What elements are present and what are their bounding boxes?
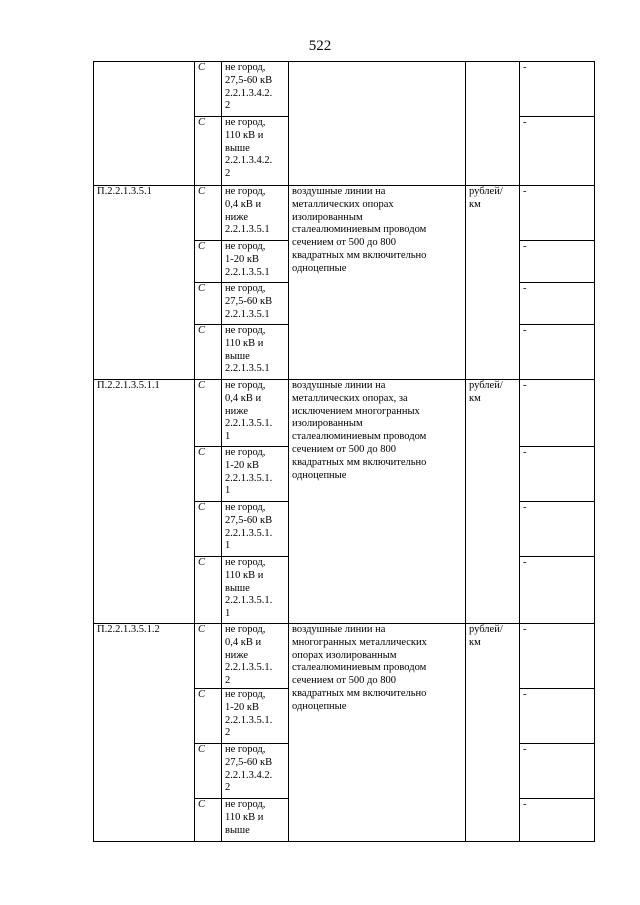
item-description [289, 624, 466, 842]
voltage-cell [222, 502, 289, 557]
voltage-line: не город, [225, 241, 266, 252]
voltage-line: не город, [225, 798, 266, 810]
voltage-line: 0,4 кВ и [225, 198, 262, 210]
voltage-cell [222, 186, 289, 241]
voltage-line: 2 [225, 168, 231, 180]
item-code: П.2.2.1.3.5.1.1 [94, 380, 195, 624]
rate-value: - [520, 117, 595, 186]
rate-value: - [520, 447, 595, 502]
voltage-line: выше [225, 582, 250, 594]
rate-value: - [520, 624, 595, 689]
voltage-line: 2.2.1.3.5.1. [225, 418, 273, 430]
voltage-line: 27,5-60 кВ [225, 74, 273, 86]
table-row [94, 624, 595, 689]
voltage-cell [222, 62, 289, 117]
voltage-line: 2.2.1.3.5.1 [225, 266, 270, 278]
table-row [94, 380, 595, 447]
voltage-line: 0,4 кВ и [225, 636, 262, 648]
voltage-line: 2.2.1.3.4.2. [225, 769, 273, 781]
rate-value: - [520, 186, 595, 241]
voltage-line: 2.2.1.3.5.1. [225, 595, 273, 607]
unit-of-measure [466, 380, 520, 624]
item-code: П.2.2.1.3.5.1.2 [94, 624, 195, 842]
item-code: П.2.2.1.3.5.1 [94, 186, 195, 380]
voltage-line: не город, [225, 380, 266, 391]
voltage-cell [222, 283, 289, 325]
description-line: квадратных мм включительно [292, 456, 427, 468]
description-line: металлических опорах, за [292, 392, 408, 404]
page-number: 522 [308, 38, 332, 54]
rate-value: - [520, 502, 595, 557]
voltage-line: 1 [225, 540, 231, 552]
voltage-line: не город, [225, 62, 266, 73]
description-line: воздушные линии на [292, 624, 386, 635]
voltage-line: 2.2.1.3.5.1 [225, 308, 270, 320]
description-line: сталеалюминиевым проводом [292, 662, 427, 674]
category-letter: С [195, 325, 222, 380]
voltage-line: не город, [225, 502, 266, 513]
category-letter: С [195, 447, 222, 502]
rate-value: - [520, 798, 595, 841]
category-letter: С [195, 798, 222, 841]
category-letter: С [195, 380, 222, 447]
voltage-line: выше [225, 824, 250, 836]
voltage-line: не город, [225, 743, 266, 755]
category-letter: С [195, 117, 222, 186]
unit-line: рублей/ [469, 380, 503, 391]
voltage-line: не город, [225, 447, 266, 458]
voltage-line: 2.2.1.3.5.1. [225, 527, 273, 539]
unit-line: км [469, 198, 481, 210]
voltage-cell [222, 241, 289, 283]
unit-line: рублей/ [469, 186, 503, 197]
voltage-line: ниже [225, 211, 249, 223]
category-letter: С [195, 557, 222, 624]
rate-value: - [520, 380, 595, 447]
description-line: многогранных металлических [292, 636, 427, 648]
description-line: опорах изолированным [292, 649, 397, 661]
description-line: металлических опорах [292, 198, 394, 210]
voltage-line: 1-20 кВ [225, 253, 259, 265]
voltage-line: 1 [225, 431, 231, 443]
rate-value: - [520, 241, 595, 283]
voltage-line: 2.2.1.3.5.1. [225, 662, 273, 674]
description-line: воздушные линии на [292, 380, 386, 391]
voltage-cell [222, 624, 289, 689]
voltage-line: не город, [225, 186, 266, 197]
voltage-line: не город, [225, 557, 266, 568]
voltage-line: 1 [225, 485, 231, 497]
description-line: одноцепные [292, 469, 347, 481]
voltage-line: 1 [225, 608, 231, 620]
voltage-line: 2 [225, 727, 231, 739]
description-line: сталеалюминиевым проводом [292, 431, 427, 443]
category-letter: С [195, 283, 222, 325]
description-line: квадратных мм включительно [292, 687, 427, 699]
unit-line: рублей/ [469, 624, 503, 635]
description-line: сечением от 500 до 800 [292, 443, 396, 455]
voltage-cell [222, 688, 289, 743]
description-line: сечением от 500 до 800 [292, 237, 396, 249]
description-line: одноцепные [292, 262, 347, 274]
voltage-line: 2.2.1.3.4.2. [225, 87, 273, 99]
voltage-line: 110 кВ и [225, 811, 264, 823]
voltage-cell [222, 380, 289, 447]
item-description [289, 186, 466, 380]
voltage-line: 110 кВ и [225, 337, 264, 349]
voltage-cell [222, 798, 289, 841]
unit-of-measure [466, 624, 520, 842]
unit-line: км [469, 636, 481, 648]
description-line: исключением многогранных [292, 405, 420, 417]
voltage-line: 27,5-60 кВ [225, 295, 273, 307]
voltage-line: 0,4 кВ и [225, 392, 262, 404]
category-letter: С [195, 502, 222, 557]
voltage-line: 2.2.1.3.4.2. [225, 155, 273, 167]
category-letter: С [195, 186, 222, 241]
category-letter: С [195, 688, 222, 743]
voltage-cell [222, 447, 289, 502]
description-line: одноцепные [292, 700, 347, 712]
voltage-cell [222, 117, 289, 186]
voltage-line: 2.2.1.3.5.1 [225, 363, 270, 375]
voltage-line: не город, [225, 117, 266, 128]
voltage-cell [222, 557, 289, 624]
voltage-line: не город, [225, 325, 266, 336]
voltage-line: 27,5-60 кВ [225, 756, 273, 768]
rate-value: - [520, 557, 595, 624]
voltage-line: 2 [225, 782, 231, 794]
voltage-line: не город, [225, 688, 266, 700]
category-letter: С [195, 62, 222, 117]
table-row [94, 186, 595, 241]
voltage-cell [222, 325, 289, 380]
voltage-line: 110 кВ и [225, 569, 264, 581]
item-description [289, 62, 466, 186]
voltage-line: 27,5-60 кВ [225, 514, 273, 526]
description-line: изолированным [292, 211, 363, 223]
tariff-table [93, 61, 595, 842]
voltage-line: не город, [225, 624, 266, 635]
voltage-line: не город, [225, 283, 266, 294]
item-code [94, 62, 195, 186]
description-line: сталеалюминиевым проводом [292, 224, 427, 236]
description-line: сечением от 500 до 800 [292, 675, 396, 687]
voltage-line: 2.2.1.3.5.1. [225, 472, 273, 484]
rate-value: - [520, 688, 595, 743]
voltage-line: 110 кВ и [225, 129, 264, 141]
table-row [94, 62, 595, 117]
rate-value: - [520, 325, 595, 380]
description-line: воздушные линии на [292, 186, 386, 197]
voltage-line: 2.2.1.3.5.1 [225, 224, 270, 236]
voltage-line: 2 [225, 100, 231, 112]
unit-of-measure [466, 186, 520, 380]
voltage-line: 2 [225, 675, 231, 687]
category-letter: С [195, 624, 222, 689]
voltage-line: выше [225, 350, 250, 362]
voltage-line: 1-20 кВ [225, 459, 259, 471]
tariff-table-body [94, 62, 595, 842]
voltage-line: 2.2.1.3.5.1. [225, 714, 273, 726]
voltage-line: 1-20 кВ [225, 701, 259, 713]
voltage-line: выше [225, 142, 250, 154]
item-description [289, 380, 466, 624]
rate-value: - [520, 283, 595, 325]
voltage-line: ниже [225, 649, 249, 661]
category-letter: С [195, 743, 222, 798]
description-line: квадратных мм включительно [292, 249, 427, 261]
rate-value: - [520, 743, 595, 798]
unit-of-measure [466, 62, 520, 186]
unit-line: км [469, 392, 481, 404]
voltage-line: ниже [225, 405, 249, 417]
voltage-cell [222, 743, 289, 798]
category-letter: С [195, 241, 222, 283]
description-line: изолированным [292, 418, 363, 430]
rate-value: - [520, 62, 595, 117]
